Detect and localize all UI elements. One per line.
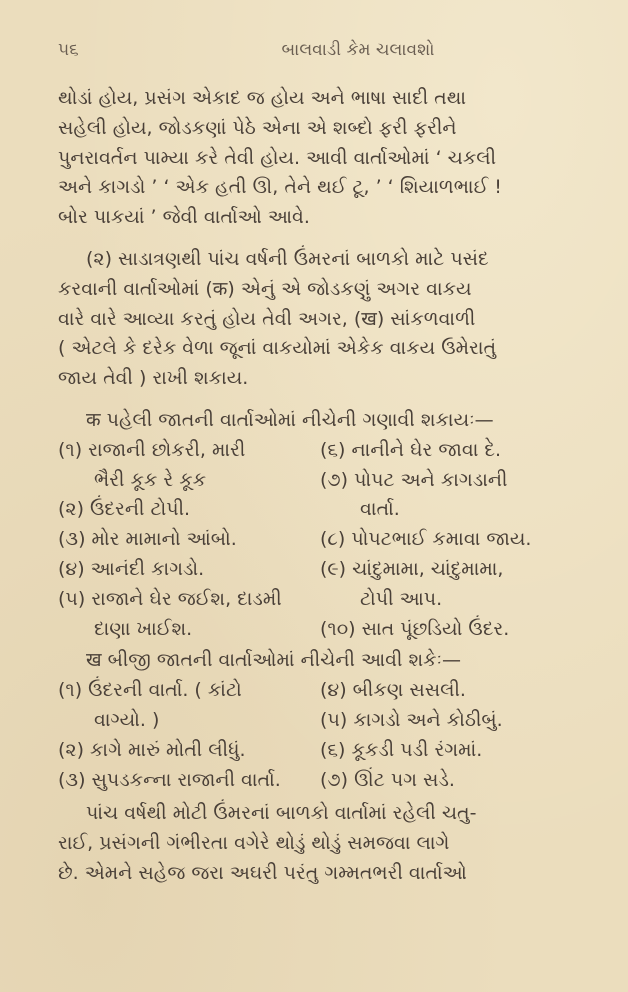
page-number: ૫૬ <box>58 40 79 60</box>
text-line: પુનરાવર્તન પામ્યા કરે તેવી હોય. આવી વાર્તાઓમાં ‘ ચકલી <box>58 146 497 169</box>
list-item: (૧) રાજાની છોકરી, મારી <box>58 438 246 461</box>
list-item: (૩) સુપડકન્ના રાજાની વાર્તા. <box>58 768 281 791</box>
list-item: (૭) પોપટ અને કાગડાની <box>320 468 508 491</box>
list-item: (૫) રાજાને ઘેર જઈશ, દાડમી <box>58 587 282 610</box>
list-item: (૧) ઉંદરની વાર્તા. ( કાંટો <box>58 679 242 702</box>
list-item: (૬) નાનીને ઘેર જાવા દે. <box>320 438 502 461</box>
list-item: (૬) કૂકડી પડી રંગમાં. <box>320 738 483 761</box>
page-body <box>58 84 582 889</box>
text-line: કરવાની વાર્તાઓમાં (क) એનું એ જોડકણું અગર વાકય <box>58 277 472 300</box>
page-header <box>58 36 578 70</box>
list-item: (૪) આનંદી કાગડો. <box>58 557 205 580</box>
list-item: (૨) કાગે મારું મોતી લીધું. <box>58 738 246 761</box>
list-item: ટોપી આપ. <box>360 587 443 610</box>
list-item: (૭) ઊંટ પગ સડે. <box>320 768 455 791</box>
list-item: (૩) મોર મામાનો આંબો. <box>58 528 237 551</box>
text-line: ( એટલે કે દરેક વેળા જૂનાં વાકયોમાં એકેક વાકય ઉમેરાતું <box>58 337 497 360</box>
text-line: બોર પાકયાં ’ જેવી વાર્તાઓ આવે. <box>58 206 310 229</box>
list-item: (૨) ઉંદરની ટોપી. <box>58 498 191 521</box>
list-item: ભૈરી કૂક રે કૂક <box>94 468 207 491</box>
text-line: રાઈ, પ્રસંગની ગંભીરતા વગેરે થોડું થોડું સમજવા લાગે <box>58 832 450 855</box>
paragraph-closing <box>58 799 582 888</box>
list-a-heading: क પહેલી જાતની વાર્તાઓમાં નીચેની ગણાવી શકાયઃ— <box>86 408 494 431</box>
text-line: સહેલી હોય, જોડકણાં પેઠે એના એ શબ્દો ફરી ફરીને <box>58 116 457 139</box>
paragraph-section-2 <box>58 245 582 394</box>
text-line: જાય તેવી ) રાખી શકાય. <box>58 367 249 390</box>
list-item: વાગ્યો. ) <box>94 708 160 731</box>
text-line: થોડાં હોય, પ્રસંગ એકાદ જ હોય અને ભાષા સાદી તથા <box>58 87 467 109</box>
text-line: (૨) સાડાત્રણથી પાંચ વર્ષની ઉંમરનાં બાળકો માટે પસંદ <box>86 247 489 270</box>
paragraph-continuation <box>58 84 582 233</box>
list-item: (૯) ચાંદુમામા, ચાંદુમામા, <box>320 557 504 580</box>
story-list-b <box>58 676 582 795</box>
text-line: છે. એમને સહેજ જરા અઘરી પરંતુ ગમ્મતભરી વાર્તાઓ <box>58 861 467 884</box>
list-item: (૧૦) સાત પૂંછડિયો ઉંદર. <box>320 617 510 640</box>
text-line: અને કાગડો ’ ‘ એક હતી ઊ, તેને થઈ ટૂ, ’ ‘ શિયાળભાઈ ! <box>58 176 502 199</box>
list-item: (૪) બીકણ સસલી. <box>320 679 466 702</box>
list-item: (૮) પોપટભાઈ કમાવા જાય. <box>320 528 532 551</box>
text-line: પાંચ વર્ષથી મોટી ઉંમરનાં બાળકો વાર્તામાં રહેલી ચતુ- <box>86 802 477 825</box>
list-item: દાણા ખાઈશ. <box>94 617 193 640</box>
list-item: વાર્તા. <box>360 498 400 521</box>
text-line: વારે વારે આવ્યા કરતું હોય તેવી અગર, (ख) સાંકળવાળી <box>58 307 476 330</box>
story-list-a <box>58 436 582 645</box>
list-b-heading: ख બીજી જાતની વાર્તાઓમાં નીચેની આવી શકેઃ— <box>86 649 461 672</box>
list-item: (૫) કાગડો અને કોઠીબું. <box>320 708 503 731</box>
running-title: બાલવાડી કેમ ચલાવશો <box>281 40 435 60</box>
